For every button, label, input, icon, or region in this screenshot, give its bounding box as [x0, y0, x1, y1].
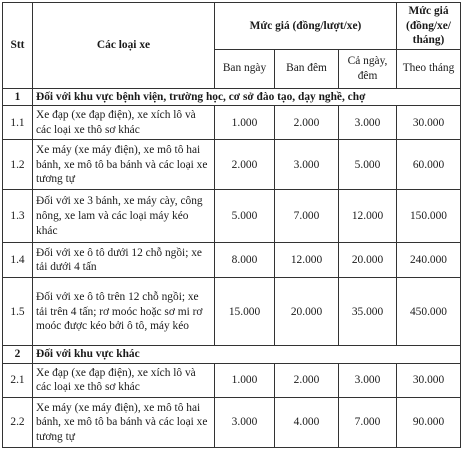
row-price-month: 90.000 — [397, 397, 461, 447]
row-price-day: 15.000 — [215, 278, 275, 346]
section-title: Đối với khu vực bệnh viện, trường học, cơ sở đào tạo, dạy nghề, chợ — [33, 88, 461, 106]
row-price-day: 2.000 — [215, 140, 275, 190]
row-price-day-night: 3.000 — [339, 363, 397, 397]
header-stt: Stt — [3, 3, 33, 89]
row-stt: 1.3 — [3, 190, 33, 243]
row-price-day-night: 3.000 — [339, 106, 397, 140]
row-price-day-night: 5.000 — [339, 140, 397, 190]
parking-fee-table — [2, 2, 461, 448]
row-price-day: 8.000 — [215, 243, 275, 278]
row-vehicle-type: Xe đạp (xe đạp điện), xe xích lô và các loại xe thô sơ khác — [33, 106, 215, 140]
row-price-day: 1.000 — [215, 363, 275, 397]
row-price-night: 2.000 — [275, 363, 339, 397]
row-price-month: 60.000 — [397, 140, 461, 190]
row-price-month: 240.000 — [397, 243, 461, 278]
table-row — [3, 363, 461, 397]
section-row — [3, 88, 461, 106]
section-title: Đối với khu vực khác — [33, 346, 461, 364]
row-stt: 2.1 — [3, 363, 33, 397]
row-price-day: 1.000 — [215, 106, 275, 140]
row-price-day: 3.000 — [215, 397, 275, 447]
table-row — [3, 243, 461, 278]
row-price-day: 5.000 — [215, 190, 275, 243]
section-stt: 1 — [3, 88, 33, 106]
row-price-night: 7.000 — [275, 190, 339, 243]
row-stt: 1.5 — [3, 278, 33, 346]
section-stt: 2 — [3, 346, 33, 364]
header-row — [3, 3, 461, 50]
row-stt: 1.2 — [3, 140, 33, 190]
row-price-day-night: 12.000 — [339, 190, 397, 243]
row-stt: 2.2 — [3, 397, 33, 447]
row-price-night: 4.000 — [275, 397, 339, 447]
row-price-month: 30.000 — [397, 106, 461, 140]
row-price-month: 30.000 — [397, 363, 461, 397]
row-price-night: 12.000 — [275, 243, 339, 278]
header-price-monthly: Mức giá (đồng/xe/ tháng) — [397, 3, 461, 50]
row-price-day-night: 20.000 — [339, 243, 397, 278]
row-vehicle-type: Xe máy (xe máy điện), xe mô tô hai bánh, xe mô tô ba bánh và các loại xe tương tự — [33, 140, 215, 190]
row-price-night: 20.000 — [275, 278, 339, 346]
table-row — [3, 106, 461, 140]
row-price-day-night: 7.000 — [339, 397, 397, 447]
row-vehicle-type: Xe đạp (xe đạp điện), xe xích lô và các loại xe thô sơ khác — [33, 363, 215, 397]
header-day-night: Cả ngày, đêm — [339, 49, 397, 88]
header-monthly: Theo tháng — [397, 49, 461, 88]
table-row — [3, 397, 461, 447]
row-price-month: 150.000 — [397, 190, 461, 243]
section-row — [3, 346, 461, 364]
row-vehicle-type: Đối với xe ô tô dưới 12 chỗ ngồi; xe tải dưới 4 tấn — [33, 243, 215, 278]
row-price-night: 2.000 — [275, 106, 339, 140]
header-night: Ban đêm — [275, 49, 339, 88]
table-row — [3, 140, 461, 190]
row-vehicle-type: Đối với xe ô tô trên 12 chỗ ngồi; xe tải trên 4 tấn; rơ moóc hoặc sơ mi rơ moóc được kéo bởi ô tô, máy kéo — [33, 278, 215, 346]
header-vehicle-types: Các loại xe — [33, 3, 215, 89]
row-stt: 1.4 — [3, 243, 33, 278]
row-price-day-night: 35.000 — [339, 278, 397, 346]
row-stt: 1.1 — [3, 106, 33, 140]
row-vehicle-type: Đối với xe 3 bánh, xe máy cày, công nông, xe lam và các loại máy kéo khác — [33, 190, 215, 243]
row-price-month: 450.000 — [397, 278, 461, 346]
header-price-per-trip: Mức giá (đồng/lượt/xe) — [215, 3, 397, 50]
table-row — [3, 278, 461, 346]
header-day: Ban ngày — [215, 49, 275, 88]
row-vehicle-type: Xe máy (xe máy điện), xe mô tô hai bánh, xe mô tô ba bánh và các loại xe tương tự — [33, 397, 215, 447]
row-price-night: 3.000 — [275, 140, 339, 190]
table-row — [3, 190, 461, 243]
